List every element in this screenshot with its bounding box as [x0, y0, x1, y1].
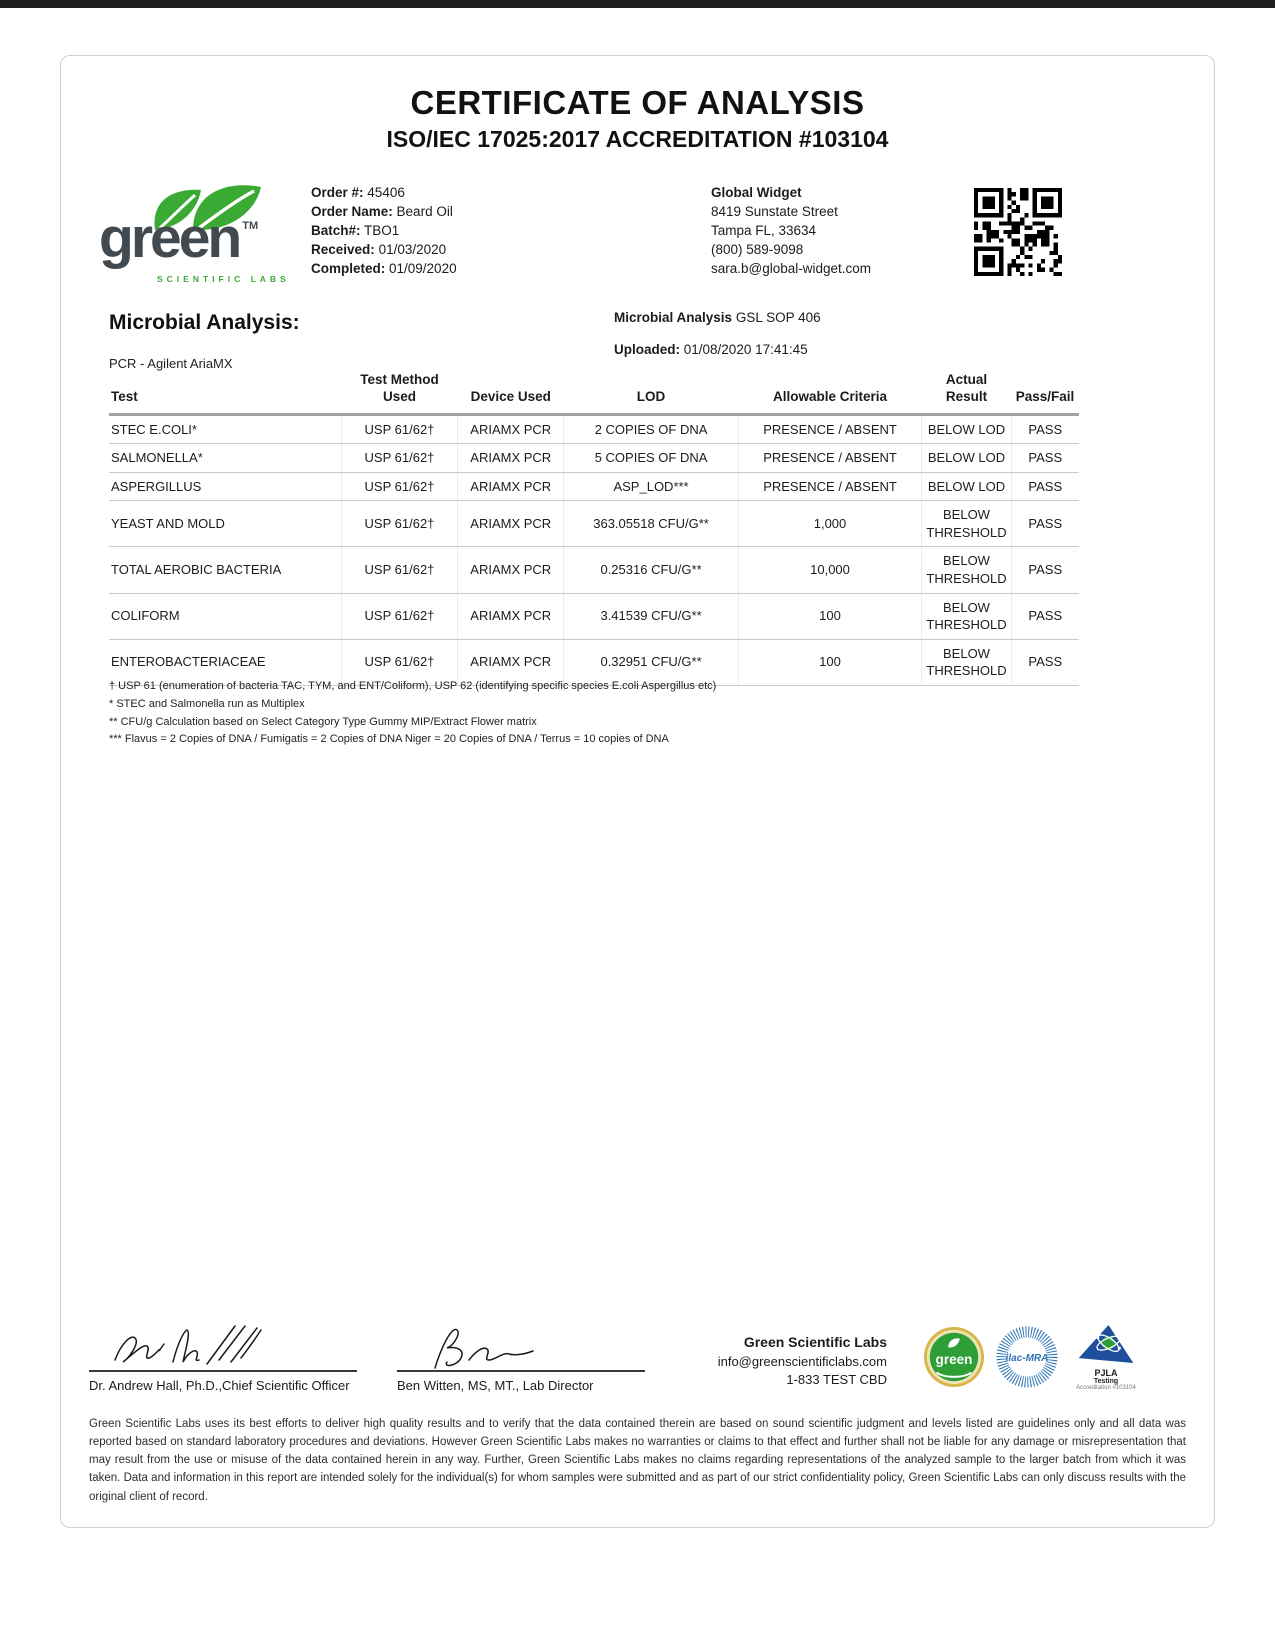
batch-label: Batch#: — [311, 222, 361, 238]
table-cell: YEAST AND MOLD — [109, 501, 341, 547]
section-heading: Microbial Analysis: — [109, 311, 300, 334]
received-value: 01/03/2020 — [378, 241, 447, 257]
accreditation-badges — [923, 1323, 1143, 1393]
batch-line — [311, 222, 457, 241]
table-header-cell: Device Used — [458, 368, 564, 414]
pjla-triangle-icon — [1077, 1323, 1135, 1365]
table-cell: ARIAMX PCR — [458, 472, 564, 501]
signature-block-cso — [89, 1318, 357, 1393]
qr-code — [974, 188, 1062, 276]
results-table — [109, 368, 1079, 686]
table-cell: BELOW THRESHOLD — [922, 547, 1011, 593]
pjla-badge — [1069, 1323, 1143, 1391]
table-cell: BELOW LOD — [922, 444, 1011, 473]
batch-value: TBO1 — [364, 222, 400, 238]
table-row — [109, 444, 1079, 473]
table-cell: 10,000 — [738, 547, 922, 593]
client-name: Global Widget — [711, 185, 802, 200]
table-row — [109, 547, 1079, 593]
table-cell: BELOW LOD — [922, 414, 1011, 444]
order-number-line — [311, 184, 457, 203]
green-scientific-labs-logo — [99, 182, 304, 297]
table-header-cell: LOD — [564, 368, 738, 414]
signature-line — [89, 1318, 357, 1372]
lab-contact-block — [671, 1333, 887, 1393]
table-cell: USP 61/62† — [341, 547, 457, 593]
logo-tagline: SCIENTIFIC LABS — [157, 274, 290, 284]
table-cell: BELOW THRESHOLD — [922, 639, 1011, 685]
results-table-wrap — [109, 368, 1079, 686]
footnote-line: ** CFU/g Calculation based on Select Category Type Gummy MIP/Extract Flower matrix — [109, 715, 537, 728]
table-cell: PASS — [1011, 472, 1079, 501]
table-cell: ENTEROBACTERIACEAE — [109, 639, 341, 685]
table-row — [109, 501, 1079, 547]
table-cell: USP 61/62† — [341, 593, 457, 639]
table-cell: 5 COPIES OF DNA — [564, 444, 738, 473]
sop-label: Microbial Analysis — [614, 310, 733, 325]
results-table-head — [109, 368, 1079, 414]
logo-wordmark — [99, 206, 259, 270]
green-badge-text: green — [935, 1351, 973, 1367]
table-row — [109, 414, 1079, 444]
pjla-accreditation-number: Accreditation #103104 — [1076, 1385, 1136, 1391]
table-header-cell: Test Method Used — [341, 368, 457, 414]
client-phone: (800) 589-9098 — [711, 241, 804, 257]
table-cell: ASPERGILLUS — [109, 472, 341, 501]
signature-block-labdirector — [397, 1318, 645, 1393]
signer-name-cso: Dr. Andrew Hall, Ph.D.,Chief Scientific Officer — [89, 1378, 350, 1393]
table-cell: ARIAMX PCR — [458, 639, 564, 685]
table-cell: COLIFORM — [109, 593, 341, 639]
table-cell: 1,000 — [738, 501, 922, 547]
results-table-body — [109, 414, 1079, 685]
trademark-symbol: TM — [242, 220, 259, 232]
completed-value: 01/09/2020 — [389, 260, 457, 276]
table-cell: 0.25316 CFU/G** — [564, 547, 738, 593]
table-header-cell: Test — [109, 368, 341, 414]
pjla-name: PJLA — [1094, 1368, 1118, 1378]
completed-label: Completed: — [311, 260, 386, 276]
device-method-note: PCR - Agilent AriaMX — [109, 356, 233, 371]
completed-line — [311, 260, 457, 279]
sop-line — [614, 309, 821, 327]
table-cell: BELOW THRESHOLD — [922, 501, 1011, 547]
table-cell: ARIAMX PCR — [458, 444, 564, 473]
table-cell: USP 61/62† — [341, 444, 457, 473]
table-cell: BELOW LOD — [922, 472, 1011, 501]
table-cell: ARIAMX PCR — [458, 547, 564, 593]
bottom-section — [89, 1318, 1186, 1506]
footnote-line: * STEC and Salmonella run as Multiplex — [109, 697, 305, 710]
signature-line — [397, 1318, 645, 1372]
received-label: Received: — [311, 241, 375, 257]
table-row — [109, 593, 1079, 639]
signature-handwriting-icon — [89, 1318, 289, 1370]
table-cell: 3.41539 CFU/G** — [564, 593, 738, 639]
uploaded-line — [614, 341, 821, 359]
table-cell: 100 — [738, 593, 922, 639]
order-number-label: Order #: — [311, 185, 364, 200]
table-cell: TOTAL AEROBIC BACTERIA — [109, 547, 341, 593]
sop-block — [614, 309, 821, 358]
footnote-line: *** Flavus = 2 Copies of DNA / Fumigatis = 2 Copies of DNA Niger = 20 Copies of DNA / Terrus = 10 copies of DNA — [109, 733, 669, 746]
table-header-cell: Allowable Criteria — [738, 368, 922, 414]
order-name-value: Beard Oil — [396, 203, 453, 219]
footnotes — [109, 678, 716, 749]
table-cell: PRESENCE / ABSENT — [738, 414, 922, 444]
lab-contact-email: info@greenscientificlabs.com — [717, 1353, 887, 1369]
table-cell: ARIAMX PCR — [458, 593, 564, 639]
footnote-line: † USP 61 (enumeration of bacteria TAC, TYM, and ENT/Coliform), USP 62 (identifying specific species E.coli Aspergillus etc) — [109, 680, 717, 692]
order-number-value: 45406 — [367, 185, 405, 200]
uploaded-value: 01/08/2020 17:41:45 — [683, 341, 808, 357]
table-cell: PRESENCE / ABSENT — [738, 472, 922, 501]
lab-contact-phone: 1-833 TEST CBD — [786, 1371, 887, 1387]
table-cell: USP 61/62† — [341, 639, 457, 685]
table-cell: ASP_LOD*** — [564, 472, 738, 501]
table-cell: 100 — [738, 639, 922, 685]
table-cell: 363.05518 CFU/G** — [564, 501, 738, 547]
green-labs-seal-icon — [923, 1326, 985, 1388]
table-row — [109, 472, 1079, 501]
signature-handwriting-icon — [397, 1318, 577, 1370]
signer-name-labdirector: Ben Witten, MS, MT., Lab Director — [397, 1378, 594, 1393]
client-address1: 8419 Sunstate Street — [711, 203, 838, 219]
signature-row — [89, 1318, 1186, 1393]
sop-value: GSL SOP 406 — [735, 310, 821, 325]
lab-contact-name: Green Scientific Labs — [743, 1334, 887, 1351]
uploaded-label: Uploaded: — [614, 341, 680, 357]
table-cell: 2 COPIES OF DNA — [564, 414, 738, 444]
order-name-line — [311, 203, 457, 222]
table-cell: BELOW THRESHOLD — [922, 593, 1011, 639]
info-row — [61, 176, 1214, 321]
client-info-block — [711, 184, 871, 278]
table-cell: USP 61/62† — [341, 501, 457, 547]
table-cell: PRESENCE / ABSENT — [738, 444, 922, 473]
table-cell: PASS — [1011, 414, 1079, 444]
legal-disclaimer: Green Scientific Labs uses its best efforts to deliver high quality results and to verify that the data contained therein are based on sound scientific judgment and levels listed are guidelines only and all data was reported based on standard laboratory procedures and deviations. However Green Scientific Labs makes no warranties or claims to that effect and further shall not be liable for any damage or misrepresentation that may result from the use or misuse of the data contained herein in any way. Further, Green Scientific Labs makes no claims regarding representations of the analyzed sample to the larger batch from which it was taken. Data and information in this report are intended solely for the individual(s) for whom samples were submitted and as part of our strict confidentiality policy, Green Scientific Labs can only discuss results with the original client of record. — [89, 1418, 1186, 1503]
table-cell: ARIAMX PCR — [458, 501, 564, 547]
table-cell: USP 61/62† — [341, 414, 457, 444]
ilac-mra-text: ilac-MRA — [1005, 1353, 1049, 1364]
client-email: sara.b@global-widget.com — [711, 260, 872, 276]
pjla-subtitle: Testing — [1093, 1378, 1119, 1385]
order-info-block — [311, 184, 457, 278]
table-cell: SALMONELLA* — [109, 444, 341, 473]
received-line — [311, 241, 457, 260]
table-cell: PASS — [1011, 501, 1079, 547]
table-cell: PASS — [1011, 547, 1079, 593]
ilac-mra-badge-icon — [995, 1325, 1059, 1389]
table-header-cell: Pass/Fail — [1011, 368, 1079, 414]
table-cell: USP 61/62† — [341, 472, 457, 501]
table-cell: 0.32951 CFU/G** — [564, 639, 738, 685]
order-name-label: Order Name: — [311, 203, 393, 219]
table-header-cell: Actual Result — [922, 368, 1011, 414]
table-cell: ARIAMX PCR — [458, 414, 564, 444]
table-cell: PASS — [1011, 639, 1079, 685]
client-address2: Tampa FL, 33634 — [711, 222, 817, 238]
table-cell: STEC E.COLI* — [109, 414, 341, 444]
table-cell: PASS — [1011, 444, 1079, 473]
accreditation-subtitle: ISO/IEC 17025:2017 ACCREDITATION #103104 — [386, 126, 889, 152]
certificate-page — [60, 55, 1215, 1528]
document-title: CERTIFICATE OF ANALYSIS — [410, 84, 865, 121]
table-cell: PASS — [1011, 593, 1079, 639]
logo-word-text: green — [99, 206, 240, 270]
page-top-edge — [0, 0, 1275, 8]
